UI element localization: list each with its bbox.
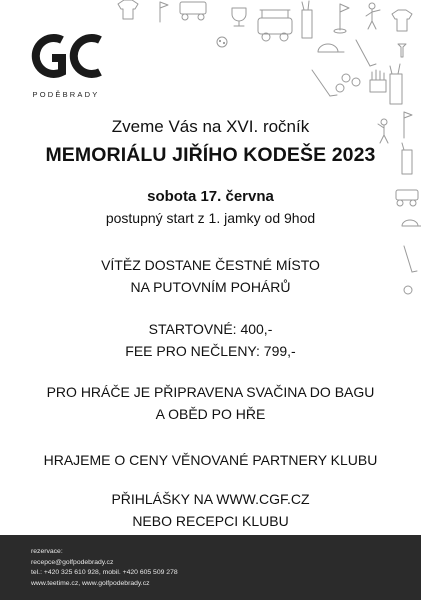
glove-icon [370,70,386,92]
cap-icon [318,44,344,52]
catering-info [0,381,421,425]
contact-footer [0,535,421,600]
start-info: postupný start z 1. jamky od 9hod [105,210,316,226]
golf-balls-icon [336,74,360,92]
event-date: sobota 17. června [147,188,274,205]
golf-bag-icon [302,1,312,38]
winner-info [0,254,421,298]
event-title: MEMORIÁLU JIŘÍHO KODEŠE 2023 [45,144,376,166]
gc-logo-mark [30,28,104,84]
golf-club-icon [356,40,376,66]
prizes-line: HRAJEME O CENY VĚNOVANÉ PARTNERY KLUBU [43,452,378,468]
starting-fee: STARTOVNÉ: 400,- [148,321,273,337]
golf-ball-icon [217,37,227,47]
reservation-label: rezervace: [31,548,63,555]
registration-info [0,488,421,532]
logo-town-name: PODĚBRADY [32,90,100,99]
golf-cart-icon [180,2,206,20]
golfer-icon [366,3,380,29]
winner-line-2: NA PUTOVNÍM POHÁRŮ [130,279,291,295]
registration-line-1: PŘIHLÁŠKY NA WWW.CGF.CZ [111,491,310,507]
reservation-web[interactable]: www.teetime.cz, www.golfpodebrady.cz [31,579,150,587]
club-logo [30,28,104,84]
golf-flag-icon [334,4,349,33]
golf-cart-icon [258,10,292,41]
registration-line-2: NEBO RECEPCI KLUBU [132,513,289,529]
non-member-fee: FEE PRO NEČLENY: 799,- [125,343,296,359]
tee-icon [398,44,406,57]
reservation-email[interactable]: recepce@golfpodebrady.cz [31,558,114,566]
contact-lines [31,547,178,589]
catering-line-1: PRO HRÁČE JE PŘIPRAVENA SVAČINA DO BAGU [46,384,375,400]
golf-flag-icon [160,2,168,22]
catering-line-2: A OBĚD PO HŘE [155,406,266,422]
prizes-info [0,449,421,471]
winner-line-1: VÍTĚZ DOSTANE ČESTNÉ MÍSTO [101,257,320,273]
polo-shirt-icon [392,10,412,31]
golf-club-icon [312,70,337,96]
trophy-icon [232,8,246,26]
reservation-phone: tel.: +420 325 610 928, mobil. +420 605 509 278 [31,569,178,576]
fees-info [0,318,421,362]
invite-line: Zveme Vás na XVI. ročník [111,117,310,136]
polo-shirt-icon [118,0,138,19]
golf-bag-icon [390,64,402,104]
